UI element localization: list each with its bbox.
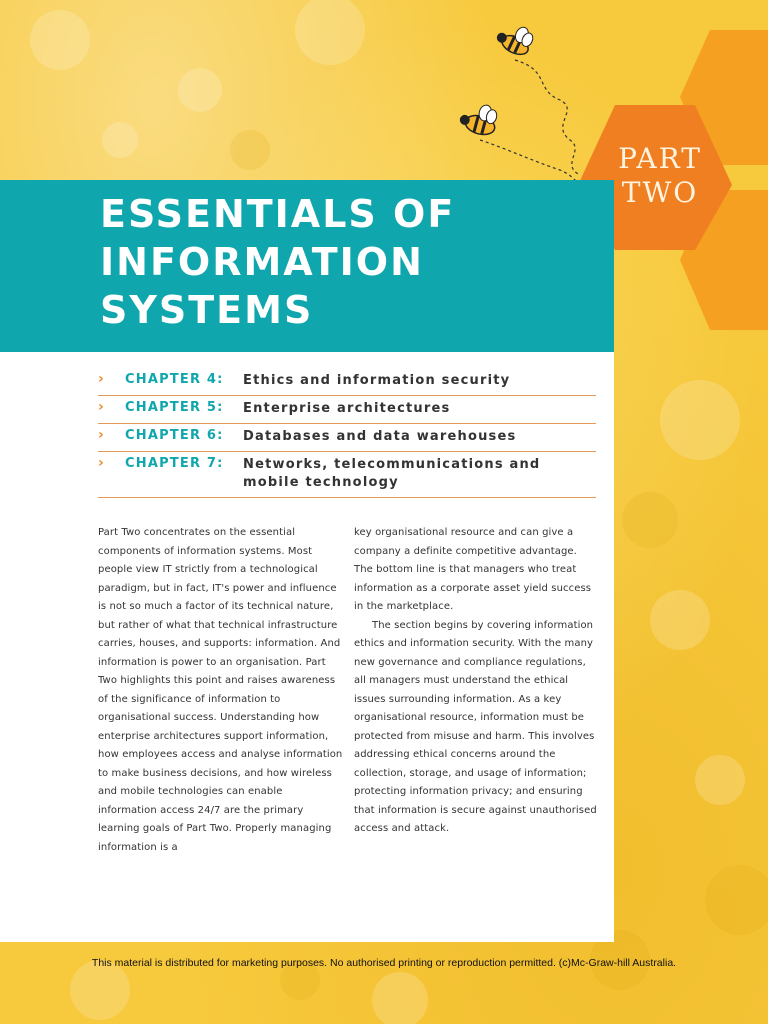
chevron-right-icon: › [98, 399, 104, 415]
chapter-title: Networks, telecommunications and mobile technology [243, 457, 541, 490]
chapter-number: CHAPTER 6: [125, 428, 224, 443]
chapter-number: CHAPTER 7: [125, 456, 224, 471]
part-label-line2: TWO [621, 176, 699, 209]
title-line3: SYSTEMS [100, 288, 314, 332]
title-line2: INFORMATION [100, 240, 424, 284]
body-column-right [354, 524, 599, 839]
part-label-line1: PART [618, 142, 702, 175]
body-paragraph: Part Two concentrates on the essential components of information systems. Most people view IT strictly from a technological paradigm, but in fact, IT's power and influence is not so much a factor of its technical nature, but rather of what that technical infrastructure carries, houses, and supports: information. And information is power to an organisation. Part Two highlights this point and raises awareness of the significance of information to organisational success. Understanding how enterprise architectures support information, how employees access and analyse information to make business decisions, and how wireless and mobile technologies can enable information access 24/7 are the primary learning goals of Part Two. Properly managing information is a [98, 527, 343, 853]
title-line1: ESSENTIALS OF [100, 192, 456, 236]
chapter-number: CHAPTER 4: [125, 372, 224, 387]
chapter-number: CHAPTER 5: [125, 400, 224, 415]
page-title [100, 190, 580, 334]
body-paragraph: The section begins by covering information ethics and information security. With the many new governance and compliance regulations, all managers must understand the ethical issues surrounding information. As a key organisational resource, information must be protected from misuse and harm. This involves addressing ethical concerns around the collection, storage, and usage of information; protecting information privacy; and ensuring that information is secure against unauthorised access and attack. [354, 619, 597, 834]
chapter-title: Enterprise architectures [243, 401, 451, 416]
chevron-right-icon: › [98, 427, 104, 443]
chapter-item-7[interactable] [98, 452, 596, 498]
chapter-item-5[interactable] [98, 396, 596, 424]
footer-notice: This material is distributed for marketing purposes. No authorised printing or reproduction permitted. (c)Mc-Graw-hill Australia. [91, 957, 677, 969]
body-column-left [98, 524, 343, 857]
chapter-title: Ethics and information security [243, 373, 511, 388]
bees-illustration [440, 20, 600, 190]
chapter-list [98, 368, 596, 498]
chevron-right-icon: › [98, 455, 104, 471]
bee-icon [493, 20, 536, 58]
chapter-title: Databases and data warehouses [243, 429, 517, 444]
chapter-item-6[interactable] [98, 424, 596, 452]
body-paragraph: key organisational resource and can give a company a definite competitive advantage. The bottom line is that managers who treat information as a corporate asset yield success in the marketplace. [354, 527, 592, 612]
chapter-item-4[interactable] [98, 368, 596, 396]
chevron-right-icon: › [98, 371, 104, 387]
bee-icon [457, 99, 500, 137]
